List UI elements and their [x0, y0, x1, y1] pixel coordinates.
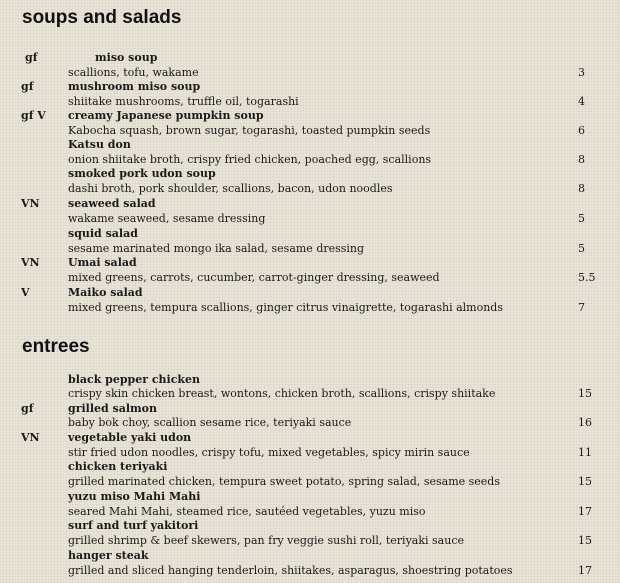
menu-item-name: chicken teriyaki: [68, 460, 168, 473]
menu-item-description: grilled shrimp & beef skewers, pan fry veggie sushi roll, teriyaki sauce: [68, 534, 464, 547]
menu-item-name-row: [0, 79, 620, 94]
menu-item-description: wakame seaweed, sesame dressing: [68, 212, 266, 225]
menu-item-price: 4: [578, 95, 585, 108]
menu-item-name: yuzu miso Mahi Mahi: [68, 490, 201, 503]
menu-item-price: 3: [578, 66, 585, 79]
menu-item-description: baby bok choy, scallion sesame rice, teriyaki sauce: [68, 416, 352, 429]
menu-item-description: scallions, tofu, wakame: [68, 66, 199, 79]
menu-item-name: Katsu don: [68, 138, 131, 151]
menu-item-price: 15: [578, 387, 592, 400]
menu-item-price: 7: [578, 301, 585, 314]
menu-item-name-row: [0, 166, 620, 181]
menu-item-name-row: [0, 50, 620, 65]
dietary-tag: VN: [21, 431, 40, 444]
menu-item-description: mixed greens, tempura scallions, ginger citrus vinaigrette, togarashi almonds: [68, 301, 503, 314]
section-title-entrees: entrees: [22, 336, 90, 357]
dietary-tag: gf: [21, 80, 34, 93]
menu-item-description: onion shiitake broth, crispy fried chicken, poached egg, scallions: [68, 153, 432, 166]
menu-item-description: crispy skin chicken breast, wontons, chicken broth, scallions, crispy shiitake: [68, 387, 496, 400]
menu-item-price: 15: [578, 475, 592, 488]
menu-item-desc-row: [0, 65, 620, 80]
menu-item-desc-row: [0, 533, 620, 548]
menu-item-name: squid salad: [68, 227, 138, 240]
menu-item-name-row: [0, 489, 620, 504]
menu-item-desc-row: [0, 445, 620, 460]
menu-item-description: stir fried udon noodles, crispy tofu, mixed vegetables, spicy mirin sauce: [68, 446, 470, 459]
menu-item-desc-row: [0, 270, 620, 285]
menu-item-name: Umai salad: [68, 256, 137, 269]
menu-item-description: Kabocha squash, brown sugar, togarashi, toasted pumpkin seeds: [68, 124, 431, 137]
menu-item-desc-row: [0, 415, 620, 430]
menu-item-name: mushroom miso soup: [68, 80, 201, 93]
menu-item-desc-row: [0, 563, 620, 578]
dietary-tag: VN: [21, 197, 40, 210]
dietary-tag: gf V: [21, 109, 46, 122]
menu-item-desc-row: [0, 300, 620, 315]
menu-item-description: sesame marinated mongo ika salad, sesame dressing: [68, 242, 365, 255]
menu-item-price: 16: [578, 416, 592, 429]
menu-item-desc-row: [0, 94, 620, 109]
menu-item-desc-row: [0, 181, 620, 196]
menu-item-name-row: [0, 518, 620, 533]
menu-item-name: seaweed salad: [68, 197, 156, 210]
menu-item-name: vegetable yaki udon: [68, 431, 192, 444]
menu-item-name-row: [0, 372, 620, 387]
menu-item-name: creamy Japanese pumpkin soup: [68, 109, 264, 122]
dietary-tag: gf: [25, 51, 38, 64]
menu-item-name-row: [0, 255, 620, 270]
menu-item-price: 6: [578, 124, 585, 137]
menu-item-name-row: [0, 226, 620, 241]
menu-item-price: 8: [578, 153, 585, 166]
menu-item-name: miso soup: [95, 51, 158, 64]
menu-item-name: smoked pork udon soup: [68, 167, 216, 180]
section-title-soups-and-salads: soups and salads: [22, 7, 182, 28]
menu-item-name-row: [0, 196, 620, 211]
dietary-tag: V: [21, 286, 30, 299]
menu-item-name-row: [0, 108, 620, 123]
menu-item-price: 11: [578, 446, 592, 459]
menu-item-desc-row: [0, 504, 620, 519]
menu-item-name-row: [0, 285, 620, 300]
menu-item-name: hanger steak: [68, 549, 149, 562]
menu-item-name-row: [0, 548, 620, 563]
menu-item-price: 17: [578, 564, 592, 577]
menu-item-description: shiitake mushrooms, truffle oil, togarashi: [68, 95, 299, 108]
menu-item-price: 5: [578, 242, 585, 255]
menu-item-description: mixed greens, carrots, cucumber, carrot-ginger dressing, seaweed: [68, 271, 440, 284]
menu-item-description: seared Mahi Mahi, steamed rice, sautéed vegetables, yuzu miso: [68, 505, 426, 518]
menu-item-price: 15: [578, 534, 592, 547]
menu-item-name: surf and turf yakitori: [68, 519, 199, 532]
menu-item-name: grilled salmon: [68, 402, 158, 415]
menu-item-name-row: [0, 401, 620, 416]
menu-item-description: dashi broth, pork shoulder, scallions, bacon, udon noodles: [68, 182, 393, 195]
menu-item-name-row: [0, 459, 620, 474]
menu-item-desc-row: [0, 241, 620, 256]
menu-item-name-row: [0, 430, 620, 445]
menu-item-name: Maiko salad: [68, 286, 143, 299]
dietary-tag: gf: [21, 402, 34, 415]
menu-item-price: 5.5: [578, 271, 596, 284]
menu-item-description: grilled marinated chicken, tempura sweet potato, spring salad, sesame seeds: [68, 475, 500, 488]
menu-item-desc-row: [0, 474, 620, 489]
dietary-tag: VN: [21, 256, 40, 269]
menu-item-price: 8: [578, 182, 585, 195]
menu-item-desc-row: [0, 152, 620, 167]
menu-item-desc-row: [0, 211, 620, 226]
menu-item-price: 17: [578, 505, 592, 518]
menu-item-name-row: [0, 137, 620, 152]
menu-item-desc-row: [0, 123, 620, 138]
menu-item-price: 5: [578, 212, 585, 225]
menu-item-desc-row: [0, 386, 620, 401]
menu-item-description: grilled and sliced hanging tenderloin, shiitakes, asparagus, shoestring potatoes: [68, 564, 513, 577]
menu-item-name: black pepper chicken: [68, 373, 201, 386]
